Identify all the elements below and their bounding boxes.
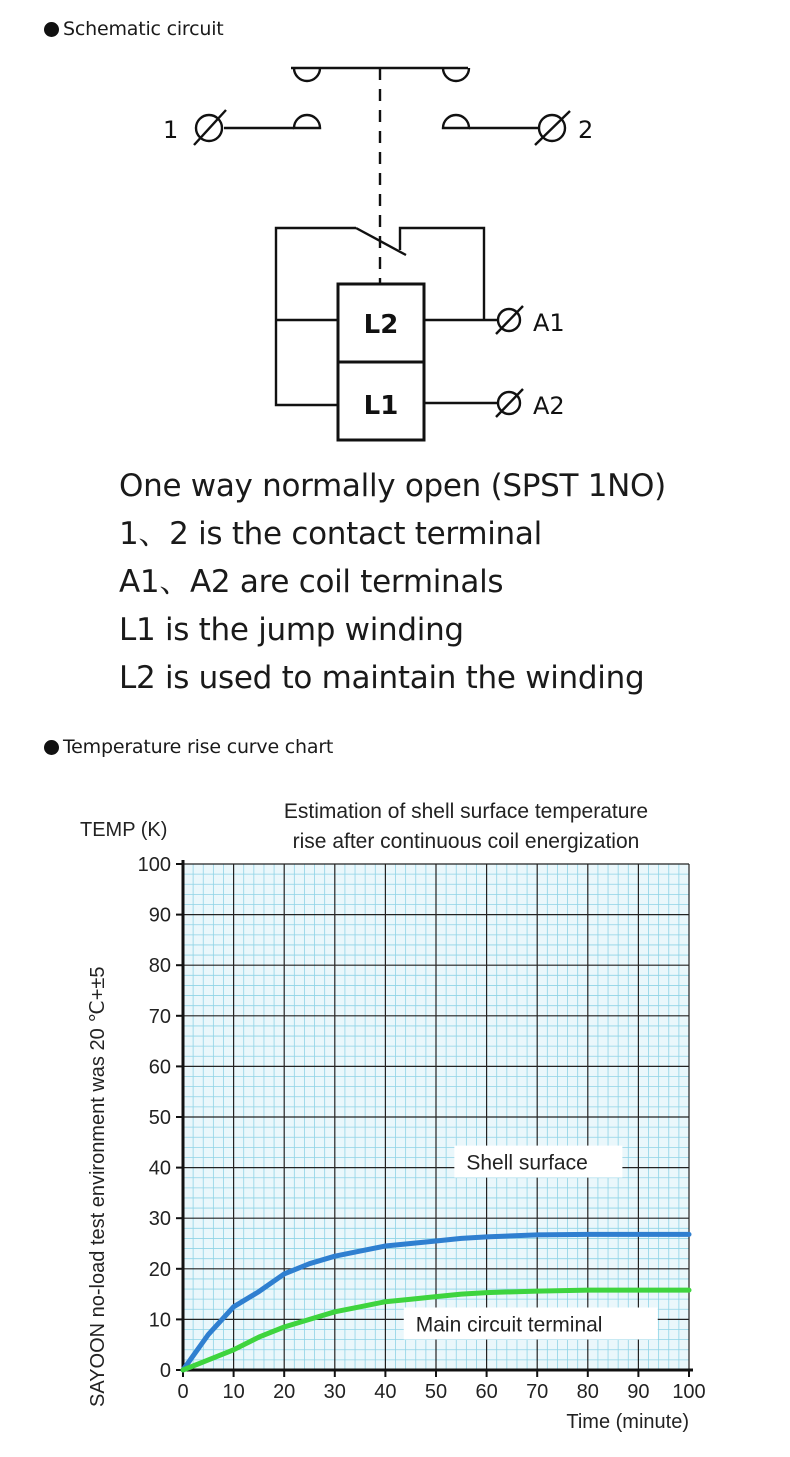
x-tick-label: 80 — [576, 1381, 599, 1403]
contact-arc-right — [443, 115, 469, 128]
y-tick-label: 40 — [148, 1157, 171, 1180]
bullet-icon — [44, 740, 59, 755]
description-line: L2 is used to maintain the winding — [119, 660, 645, 696]
y-tick-label: 90 — [148, 904, 171, 927]
y-axis-side-label: SAYOON no-load test environment was 20 ℃+±5 — [87, 966, 109, 1407]
chart-title-line-2: rise after continuous coil energization — [292, 830, 640, 853]
x-tick-label: 0 — [177, 1381, 189, 1403]
x-tick-label: 40 — [374, 1381, 397, 1403]
description-block — [119, 462, 666, 702]
terminal-a2-label: A2 — [533, 392, 565, 420]
series-label: Shell surface — [466, 1151, 588, 1175]
y-tick-label: 30 — [148, 1208, 171, 1231]
description-line: A1、A2 are coil terminals — [119, 564, 504, 600]
terminal-a1-label: A1 — [533, 309, 565, 337]
y-tick-label: 50 — [148, 1107, 171, 1129]
y-tick-label: 60 — [148, 1056, 171, 1079]
y-tick-label: 10 — [148, 1309, 171, 1332]
x-tick-label: 100 — [672, 1381, 706, 1403]
y-tick-label: 20 — [148, 1258, 171, 1281]
bullet-icon — [44, 22, 59, 37]
y-tick-label: 70 — [148, 1005, 171, 1028]
chart-section-title: Temperature rise curve chart — [63, 736, 334, 758]
terminal-2-label: 2 — [578, 116, 594, 144]
x-tick-label: 30 — [323, 1381, 346, 1403]
schematic-diagram — [0, 40, 790, 460]
chart-section-heading — [44, 736, 333, 758]
x-tick-label: 20 — [273, 1381, 296, 1403]
series-label: Main circuit terminal — [415, 1313, 603, 1337]
switch-blade — [356, 228, 406, 255]
description-line: One way normally open (SPST 1NO) — [119, 468, 666, 504]
x-tick-label: 50 — [424, 1381, 448, 1403]
description-line: 1、2 is the contact terminal — [119, 516, 542, 552]
x-tick-label: 70 — [526, 1381, 549, 1403]
y-tick-label: 0 — [159, 1360, 171, 1382]
y-tick-label: 80 — [148, 955, 171, 978]
y-axis-unit-label: TEMP (K) — [80, 819, 168, 841]
coil-l1-label: L1 — [363, 391, 399, 421]
contact-arc-right-top — [443, 68, 469, 81]
x-tick-label: 90 — [627, 1381, 650, 1403]
x-tick-label: 60 — [475, 1381, 498, 1403]
x-axis-label: Time (minute) — [566, 1411, 689, 1433]
chart-title-line-1: Estimation of shell surface temperature — [283, 800, 649, 823]
terminal-1-label: 1 — [163, 116, 179, 144]
schematic-section-heading — [44, 18, 224, 40]
temperature-rise-chart — [0, 770, 790, 1450]
schematic-section-title: Schematic circuit — [63, 18, 224, 40]
coil-l2-label: L2 — [363, 310, 399, 340]
contact-arc-left — [294, 115, 320, 128]
x-tick-label: 10 — [222, 1381, 245, 1403]
description-line: L1 is the jump winding — [119, 612, 464, 648]
contact-arc-left-top — [294, 68, 320, 81]
y-tick-label: 100 — [137, 854, 171, 876]
